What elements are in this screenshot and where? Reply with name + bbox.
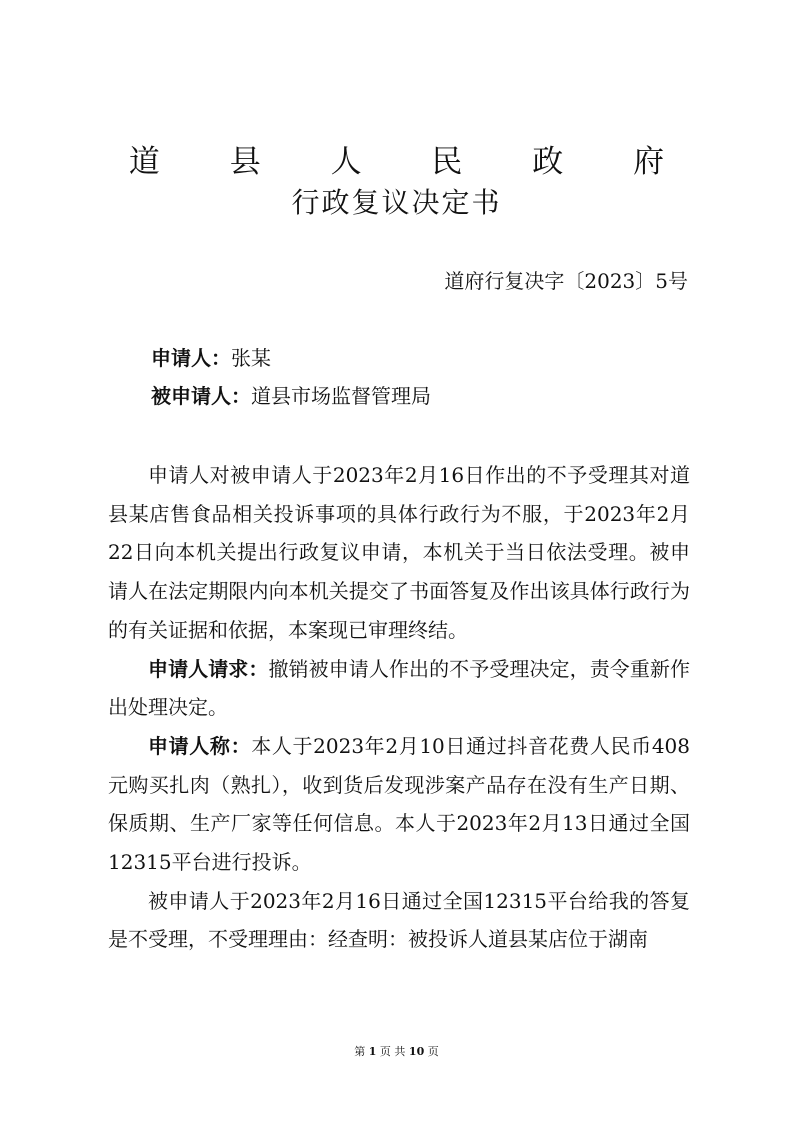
respondent-name: 道县市场监督管理局	[251, 384, 431, 408]
respondent-line	[151, 381, 431, 411]
document-number: 道府行复决字〔2023〕5号	[444, 269, 688, 293]
current-page-number: 1	[368, 1045, 377, 1058]
respondent-label: 被申请人：	[151, 384, 251, 408]
total-pages-number: 10	[408, 1045, 425, 1058]
applicant-name: 张某	[231, 346, 271, 370]
applicant-label: 申请人：	[151, 346, 231, 370]
claim-text: 本人于2023年2月10日通过抖音花费人民币408元购买扎肉（熟扎），收到货后发现涉案产品存在没有生产日期、保质期、生产厂家等任何信息。本人于2023年2月13日通过全国12315平台进行投诉。	[108, 733, 691, 875]
request-label: 申请人请求：	[148, 656, 269, 681]
issuer-title: 道 县 人 民 政 府	[128, 144, 695, 180]
paragraph-intro: 申请人对被申请人于2023年2月16日作出的不予受理其对道县某店售食品相关投诉事项的具体行政行为不服，于2023年2月22日向本机关提出行政复议申请，本机关于当日依法受理。被申请人在法定期限内向本机关提交了书面答复及作出该具体行政行为的有关证据和依据，本案现已审理终结。	[108, 463, 690, 642]
paragraph-claim	[108, 727, 690, 882]
footer-prefix: 第	[354, 1045, 366, 1058]
applicant-line	[151, 343, 271, 373]
request-text: 撤销被申请人作出的不予受理决定，责令重新作出处理决定。	[108, 656, 691, 720]
footer-middle: 页 共	[379, 1045, 406, 1058]
document-title: 行政复议决定书	[291, 186, 502, 219]
claim-label: 申请人称：	[148, 733, 252, 758]
paragraph-request	[108, 650, 690, 727]
page-footer	[0, 1044, 793, 1060]
document-body	[108, 456, 690, 959]
paragraph-respondent-reply: 被申请人于2023年2月16日通过全国12315平台给我的答复是不受理，不受理理由：经查明：被投诉人道县某店位于湖南	[108, 888, 690, 952]
footer-suffix: 页	[427, 1045, 439, 1058]
